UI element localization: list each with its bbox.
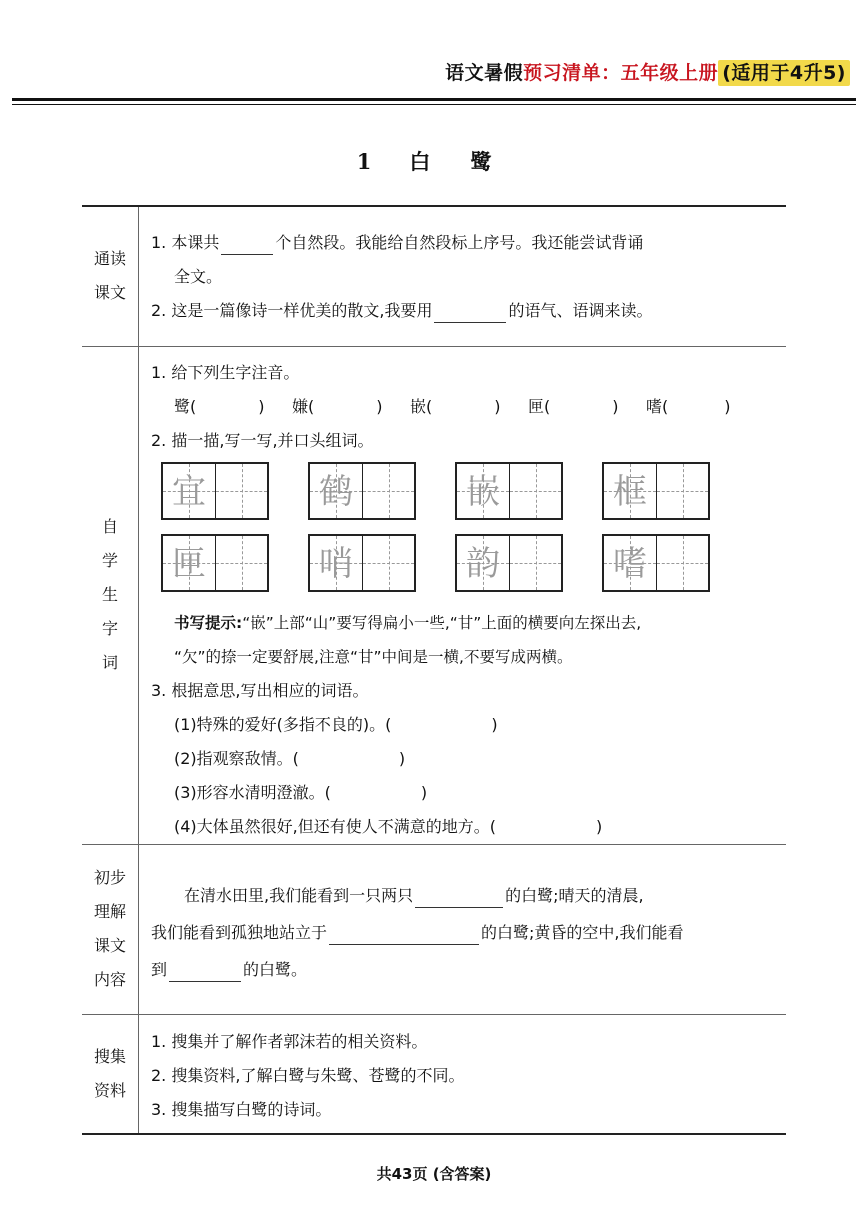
writing-box[interactable] (161, 534, 269, 592)
header-rule-thin (12, 104, 856, 105)
trace-char: 韵 (466, 543, 500, 584)
header-highlight: (适用于4升5) (718, 60, 850, 86)
writing-grid-row (161, 462, 786, 520)
writing-box[interactable] (161, 462, 269, 520)
collect-item: 1. 搜集并了解作者郭沫若的相关资料。 (151, 1031, 428, 1051)
writing-box[interactable] (308, 534, 416, 592)
read-item-2: 2. 这是一篇像诗一样优美的散文,我要用 的语气、语调来读。 (151, 294, 774, 328)
understand-line-3: 到 的白鹭。 (151, 951, 774, 988)
writing-box[interactable] (308, 462, 416, 520)
section-study (82, 346, 786, 844)
lesson-title (0, 146, 868, 176)
vocab-item-1: (1)特殊的爱好(多指不良的)。( ) (174, 714, 498, 734)
section-content-understand (139, 844, 787, 1014)
answer-blank[interactable] (221, 232, 273, 255)
vocab-item-4: (4)大体虽然很好,但还有使人不满意的地方。( ) (174, 816, 603, 836)
worksheet-table (82, 205, 786, 1135)
answer-blank[interactable] (329, 922, 479, 945)
lesson-number: 1 (356, 149, 372, 174)
writing-box[interactable] (602, 534, 710, 592)
vocab-item-3: (3)形容水清明澄澈。( ) (174, 782, 428, 802)
section-content-read: 1. 本课共 个自然段。我能给自然段标上序号。我还能尝试背诵 全文。 2. 这是一篇像诗一样优美的散文,我要用 的语气、语调来读。 (139, 206, 787, 346)
trace-char: 鹤 (319, 471, 353, 512)
vocab-item-2: (2)指观察敌情。( ) (174, 748, 406, 768)
section-label-read: 通读 课文 (82, 206, 139, 346)
trace-char: 宜 (172, 471, 206, 512)
section-understand (82, 844, 786, 1014)
writing-box[interactable] (455, 534, 563, 592)
lesson-title-char-2: 鹭 (470, 149, 492, 174)
section-label-collect: 搜集 资料 (82, 1014, 139, 1134)
section-label-understand: 初步 理解 课文 内容 (82, 844, 139, 1014)
section-content-study: 1. 给下列生字注音。 鹭( ) 嫌( ) 嵌( ) 匣( ) 嗜( ) 2. 描一描,写一写,并口头组词。 宜 鹤 嵌 框 匣 哨 韵 嗜 书写提示:“嵌”上部“山”要写得扁小一些,“甘”上面的横要向左探出去, “欠”的捺一定要舒展,注意“甘”中间是一横,不要写成两横。 3. 根据意思,写出相应的词语。 (1)特殊的爱好(多指不良的)。( ) (2)指观察敌情。( ) (3)形容水清明澄澈。( ) (4)大体虽然很好,但还有使人不满意的地方。( ) (139, 346, 787, 844)
page-footer: 共43页 (含答案) (376, 1165, 492, 1183)
trace-char: 匣 (172, 543, 206, 584)
section-label-study: 自 学 生 字 词 (82, 346, 139, 844)
answer-blank[interactable] (434, 300, 506, 323)
read-item-1: 1. 本课共 个自然段。我能给自然段标上序号。我还能尝试背诵 (151, 226, 774, 260)
header-rule-thick (12, 98, 856, 101)
section-content-collect (139, 1014, 787, 1134)
trace-char: 框 (613, 471, 647, 512)
understand-line-2: 我们能看到孤独地站立于 的白鹭;黄昏的空中,我们能看 (151, 914, 774, 951)
understand-line-1: 在清水田里,我们能看到一只两只 的白鹭;晴天的清晨, (151, 877, 774, 914)
trace-char: 嗜 (613, 543, 647, 584)
writing-box[interactable] (455, 462, 563, 520)
collect-item: 2. 搜集资料,了解白鹭与朱鹭、苍鹭的不同。 (151, 1065, 465, 1085)
trace-char: 嵌 (466, 471, 500, 512)
writing-box[interactable] (602, 462, 710, 520)
answer-blank[interactable] (169, 959, 241, 982)
pinyin-row: 鹭( ) 嫌( ) 嵌( ) 匣( ) 嗜( ) (174, 396, 731, 416)
section-read (82, 206, 786, 346)
answer-blank[interactable] (415, 885, 503, 908)
header-prefix: 语文暑假 (445, 62, 524, 84)
writing-tip: 书写提示:“嵌”上部“山”要写得扁小一些,“甘”上面的横要向左探出去, (174, 613, 642, 632)
section-collect (82, 1014, 786, 1134)
header-red-text: 预习清单：五年级上册 (523, 62, 719, 84)
header-title (445, 58, 850, 85)
trace-char: 哨 (319, 543, 353, 584)
writing-grid-row (161, 534, 786, 592)
lesson-title-char-1: 白 (409, 149, 431, 174)
writing-grid (139, 458, 786, 592)
collect-item: 3. 搜集描写白鹭的诗词。 (151, 1099, 332, 1119)
